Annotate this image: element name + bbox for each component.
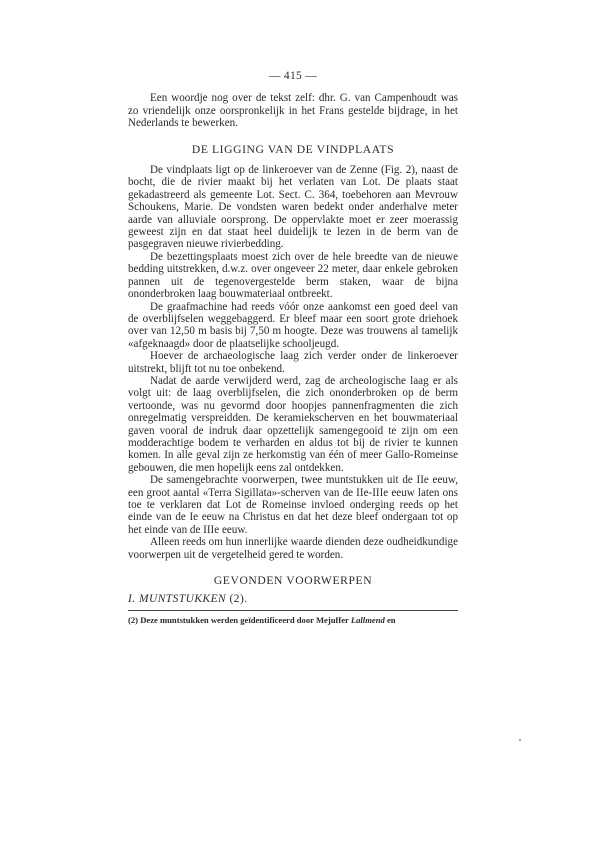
paragraph-vindplaats: De vindplaats ligt op de linkeroever van de Zenne (Fig. 2), naast de bocht, die de rivier maakt bij het verlaten van Lot. De plaats staat gekadastreerd als gemeente Lot. Sect. C. 364, toebehoren aan Mevrouw Schoukens, Marie. De vondsten waren bedekt onder anderhalve meter aarde van alluviale oorsprong. De oppervlakte moet er zeer moerassig geweest zijn en dat staat heel duidelijk te lezen in de berm van de pasgegraven nieuwe rivierbedding. <box>128 164 458 251</box>
scan-speck <box>519 739 521 741</box>
paragraph-graafmachine: De graafmachine had reeds vóór onze aankomst een goed deel van de overblijfselen weggebaggerd. Er bleef maar een soort grote driehoek over van 12,50 m basis bij 7,50 m hoogte. Deze was trouwens al tamelijk «afgeknaagd» door de plaatselijke schooljeugd. <box>128 300 458 350</box>
paragraph-waarde: Alleen reeds om hun innerlijke waarde dienden deze oudheidkundige voorwerpen uit de vergetelheid gered te worden. <box>128 536 458 561</box>
paragraph-voorwerpen: De samengebrachte voorwerpen, twee muntstukken uit de IIe eeuw, een groot aantal «Terra Sigillata»-scherven van de IIe-IIIe eeuw laten ons toe te verklaren dat Lot de Romeinse invloed onderging reeds op het einde van de Ie eeuw na Christus en dat het deze bleef ondergaan tot op het einde van de IIIe eeuw. <box>128 474 458 536</box>
subheading-muntstukken-label: I. MUNTSTUKKEN <box>128 593 227 606</box>
footnote-reference: (2). <box>229 593 248 606</box>
footnote-marker: (2) <box>128 614 139 625</box>
paragraph-aarde-verwijderd: Nadat de aarde verwijderd werd, zag de archeologische laag er als volgt uit: de laag overblijfselen, die zich ononderbroken op de berm vertoonde, was nu gevormd door hoopjes pannenfragmenten die zich onregelmatig verspreidden. De keramiekscherven en het bouwmateriaal gaven vooral de indruk daar opzettelijk samengegooid te zijn om een modderachtige bodem te verharden en aldus tot bij de rivier te kunnen komen. In alle geval zijn ze herkomstig van één of meer Gallo-Romeinse gebouwen, die men hopelijk eens zal ontdekken. <box>128 374 458 474</box>
footnote-divider <box>128 610 458 611</box>
footnote-text: Deze muntstukken werden geïdentificeerd door Mejuffer <box>140 614 349 625</box>
intro-paragraph: Een woordje nog over de tekst zelf: dhr. G. van Campenhoudt was zo vriendelijk onze oorspronkelijk in het Frans gestelde bijdrage, in het Nederlands te bewerken. <box>128 92 458 130</box>
text-column <box>128 70 458 625</box>
footnote <box>128 615 458 625</box>
subheading-muntstukken <box>128 593 458 605</box>
paragraph-bezettingsplaats: De bezettingsplaats moest zich over de hele breedte van de nieuwe bedding uitstrekken, d.w.z. over ongeveer 22 meter, daar enkele gebroken pannen uit de tegenovergestelde berm staken, waar de bijna ononderbroken laag bouwmateriaal ontbreekt. <box>128 250 458 301</box>
section-heading-gevonden: GEVONDEN VOORWERPEN <box>213 574 373 588</box>
page-number: — 415 — <box>268 70 318 82</box>
paragraph-archaeologische-laag: Hoever de archaeologische laag zich verder onder de linkeroever uitstrekt, blijft tot nu toe onbekend. <box>128 350 458 375</box>
section-heading-ligging: DE LIGGING VAN DE VINDPLAATS <box>191 142 395 156</box>
footnote-tail: en <box>386 614 396 625</box>
footnote-name: Lallmend <box>350 614 385 625</box>
